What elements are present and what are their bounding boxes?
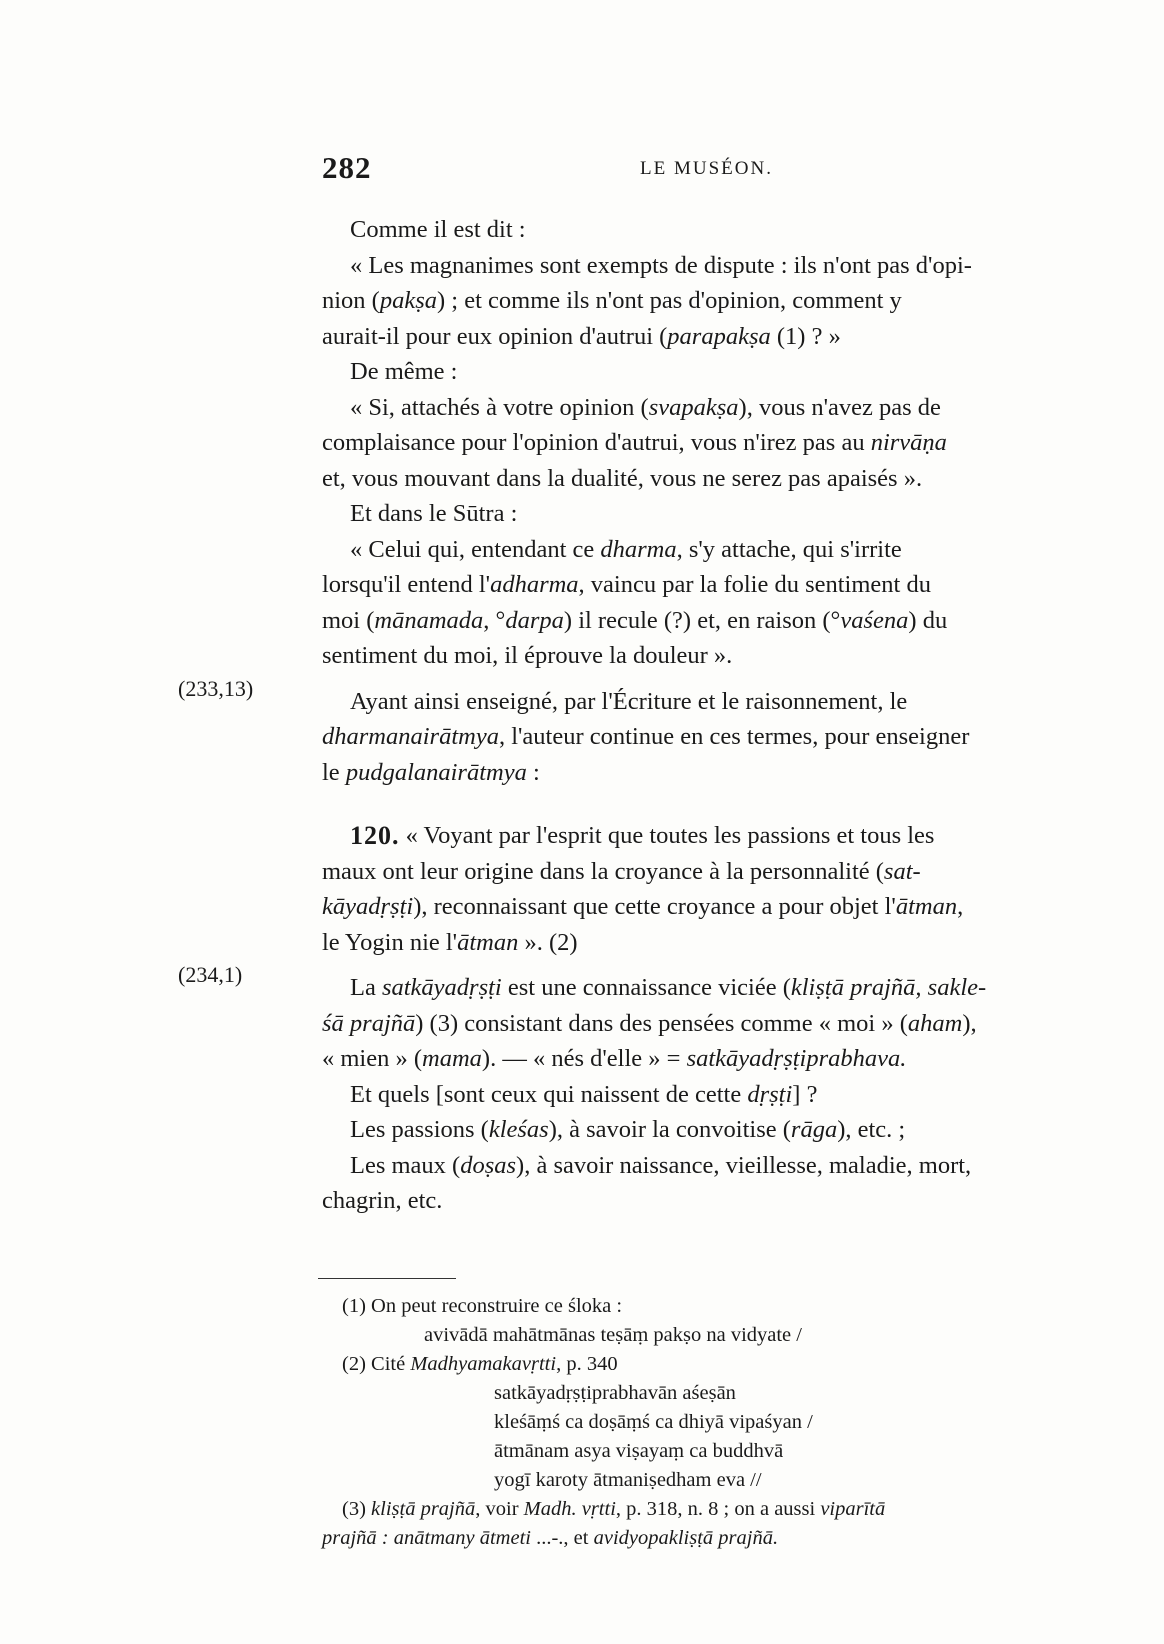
footnote-verse: yogī karoty ātmaniṣedham eva // [494, 1469, 762, 1491]
text-line: et, vous mouvant dans la dualité, vous ne serez pas apaisés ». [322, 464, 923, 492]
text-line: le Yogin nie l' ātman ». (2) [322, 928, 578, 956]
text-line: Ayant ainsi enseigné, par l'Écriture et le raisonnement, le [350, 687, 908, 715]
body-text [322, 212, 1114, 1219]
footnote: (2) Cité Madhyamakavṛtti, p. 340 [342, 1353, 618, 1375]
text-line: « Si, attachés à votre opinion ( svapakṣa ), vous n'avez pas de [350, 393, 941, 421]
text-line: Les maux ( doṣas ), à savoir naissance, vieillesse, maladie, mort, [350, 1151, 972, 1179]
text-line: Comme il est dit : [350, 216, 526, 243]
margin-reference: (234,1) [178, 962, 243, 987]
text-line: « Les magnanimes sont exempts de dispute : ils n'ont pas d'opi- [350, 251, 972, 279]
footnote-verse: ātmānam asya viṣayaṃ ca buddhvā [494, 1440, 784, 1462]
text-line: Et dans le Sūtra : [350, 500, 518, 527]
paragraph [322, 212, 1114, 354]
footnote-verse: avivādā mahātmānas teṣāṃ pakṣo na vidyate / [424, 1324, 802, 1346]
paragraph [322, 354, 1114, 496]
text-line: La satkāyadṛṣṭi est une connaissance viciée ( kliṣṭā prajñā, sakle- [350, 974, 987, 1001]
page-header [322, 150, 1114, 190]
running-title: LE MUSÉON. [640, 158, 773, 179]
paragraph [322, 496, 1114, 674]
margin-reference: (233,13) [178, 676, 254, 701]
text-line: sentiment du moi, il éprouve la douleur ». [322, 642, 733, 669]
stanza-number: 120. [350, 821, 400, 850]
text-line: « mien » ( mama ). — « nés d'elle » = satkāyadṛṣṭiprabhava. [322, 1045, 907, 1072]
footnote-rule [318, 1278, 456, 1279]
footnotes [322, 1292, 1114, 1553]
text-line: aurait-il pour eux opinion d'autrui ( parapakṣa (1) ? » [322, 322, 841, 350]
text-line: 120. « Voyant par l'esprit que toutes les passions et tous les [322, 818, 1114, 854]
text-line: dharmanairātmya , l'auteur continue en ces termes, pour enseigner [322, 723, 970, 750]
paragraph [322, 684, 1114, 791]
text-line: De même : [350, 358, 458, 385]
stanza [322, 818, 1114, 960]
footnote: prajñā : anātmany ātmeti ...-., et avidyopakliṣṭā prajñā. [322, 1527, 779, 1549]
text-line: lorsqu'il entend l' adharma , vaincu par la folie du sentiment du [322, 571, 931, 598]
page-number: 282 [322, 150, 372, 185]
text-line: Les passions ( kleśas ), à savoir la convoitise ( rāga ), etc. ; [350, 1116, 906, 1143]
text-line: nion ( pakṣa ) ; et comme ils n'ont pas d'opinion, comment y [322, 287, 902, 314]
footnote-verse: kleśāṃś ca doṣāṃś ca dhiyā vipaśyan / [494, 1411, 813, 1433]
footnote: (1) On peut reconstruire ce śloka : [342, 1295, 623, 1317]
text-line: le pudgalanairātmya : [322, 758, 540, 786]
text-line: complaisance pour l'opinion d'autrui, vous n'irez pas au nirvāṇa [322, 429, 947, 456]
text-line: maux ont leur origine dans la croyance à la personnalité ( sat- [322, 857, 921, 885]
footnote-verse: satkāyadṛṣṭiprabhavān aśeṣān [494, 1382, 736, 1404]
footnote: (3) kliṣṭā prajñā, voir Madh. vṛtti, p. 318, n. 8 ; on a aussi viparītā [342, 1498, 886, 1520]
text-line: śā prajñā ) (3) consistant dans des pensées comme « moi » ( aham ), [322, 1009, 977, 1037]
text-line: « Celui qui, entendant ce dharma , s'y attache, qui s'irrite [350, 535, 902, 563]
paragraph [322, 970, 1114, 1219]
text-line: Et quels [sont ceux qui naissent de cette dṛṣṭi ] ? [350, 1080, 818, 1108]
text-line: chagrin, etc. [322, 1187, 443, 1214]
text-line: kāyadṛṣṭi ), reconnaissant que cette croyance a pour objet l' ātman , [322, 893, 964, 920]
text-line: moi ( mānamada , ° darpa ) il recule (?) et, en raison (° vaśena ) du [322, 606, 948, 634]
